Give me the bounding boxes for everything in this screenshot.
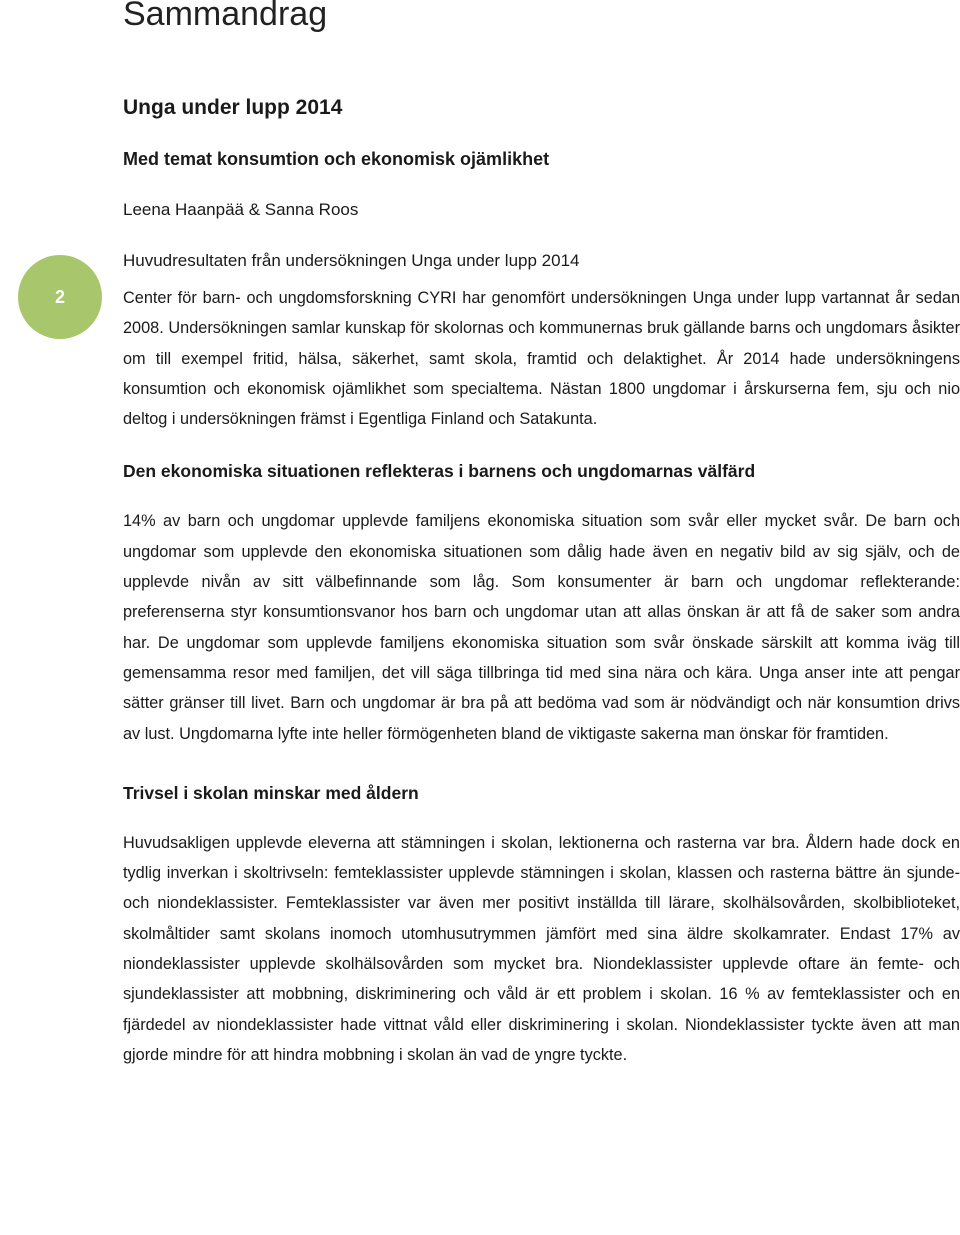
page-number: 2 [54,286,65,307]
page-number-badge [18,255,102,339]
intro-paragraph: Center för barn- och ungdomsforskning CYRI har genomfört undersökningen Unga under lupp vartannat år sedan 2008. Undersökningen samlar kunskap för skolornas och kommunernas bruk gällande barns och ungdomars åsikter om till exempel fritid, hälsa, säkerhet, samt skola, framtid och delaktighet. År 2014 hade undersökningens konsumtion och ekonomisk ojämlikhet som specialtema. Nästan 1800 ungdomar i årskurserna fem, sju och nio deltog i undersökningen främst i Egentliga Finland och Satakunta. [123,289,960,429]
main-content [123,86,960,1070]
page-title: Sammandrag [123,0,328,33]
authors: Leena Haanpää & Sanna Roos [123,200,359,219]
report-title: Unga under lupp 2014 [123,96,343,119]
section-heading-economy: Den ekonomiska situationen reflekteras i barnens och ungdomarnas välfärd [123,461,756,482]
section-body-economy: 14% av barn och ungdomar upplevde familjens ekonomiska situation som svår eller mycket svår. De barn och ungdomar som upplevde den ekonomiska situationen som dålig hade även en negativ bild av sig själv, och de upplevde nivån av sitt välbefinnande som låg. Som konsumenter är barn och ungdomar reflekterande: preferenserna styr konsumtionsvanor hos barn och ungdomar utan att allas önskan är att få de saker som andra har. De ungdomar som upplevde familjens ekonomiska situation som svår önskade särskilt att komma iväg till gemensamma resor med familjen, det vill säga tillbringa tid med sina nära och kära. Unga anser inte att pengar sätter gränser till livet. Barn och ungdomar är bra på att bedöma vad som är nödvändigt och när konsumtion drivs av lust. Ungdomarna lyfte inte heller förmögenheten bland de viktigaste sakerna man önskar för framtiden. [123,512,960,743]
section-heading-school: Trivsel i skolan minskar med åldern [123,782,419,803]
results-subheading: Huvudresultaten från undersökningen Unga under lupp 2014 [123,251,580,270]
section-body-school: Huvudsakligen upplevde eleverna att stämningen i skolan, lektionerna och rasterna var bra. Åldern hade dock en tydlig inverkan i skoltrivseln: femteklassister upplevde stämningen i skolan, klassen och rasterna bättre än sjunde- och niondeklassister. Femteklassister var även mer positivt inställda till lärare, skolhälsovården, skolbiblioteket, skolmåltider samt skolans inomoch utomhusutrymmen jämfört med sina äldre skolkamrater. Endast 17% av niondeklassister upplevde skolhälsovården som mycket bra. Niondeklassister upplevde oftare än femte- och sjundeklassister att mobbning, diskriminering och våld är ett problem i skolan. 16 % av femteklassister och en fjärdedel av niondeklassister hade vittnat våld eller diskriminering i skolan. Niondeklassister tyckte även att man gjorde mindre för att hindra mobbning i skolan än vad de yngre tyckte. [123,833,960,1064]
report-theme: Med temat konsumtion och ekonomisk ojämlikhet [123,149,550,169]
